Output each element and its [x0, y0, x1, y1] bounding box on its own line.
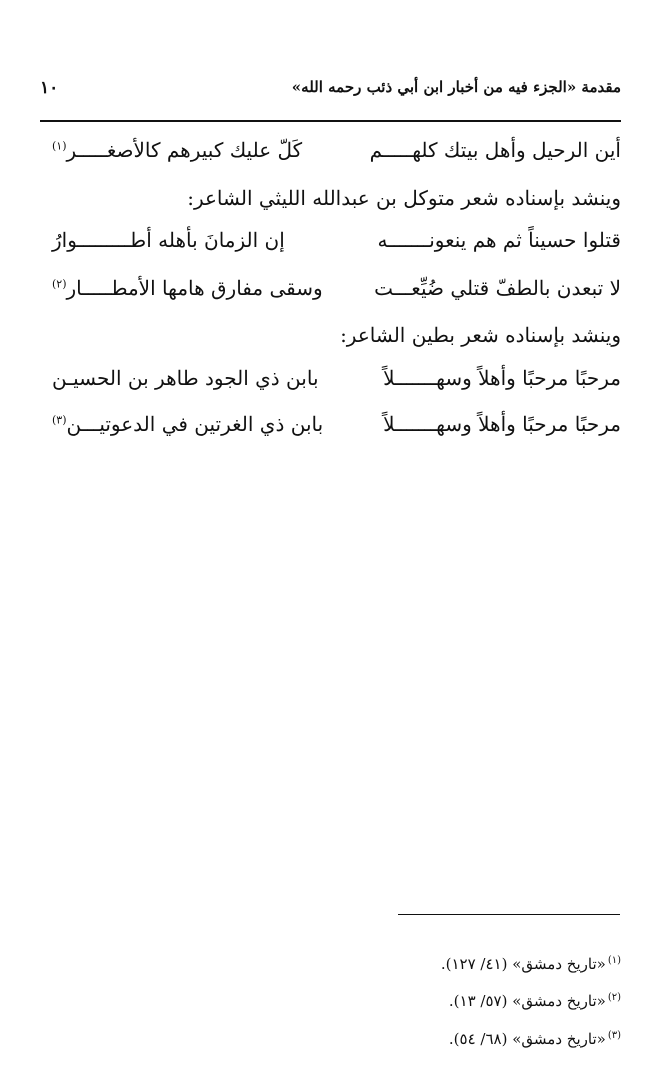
footnote-1: $^{(١)}$«تاريخ دمشق» (٤١/ ١٢٧). — [440, 955, 621, 973]
poem-line-2 — [40, 228, 621, 262]
first-hemistich: لا تبعدن بالطفّ قتلي ضُيِّعـــت — [374, 276, 621, 300]
poem-line-1 — [40, 138, 621, 172]
header-rule — [40, 120, 621, 122]
running-title: مقدمة «الجزء فيه من أخبار ابن أبي ذئب رحمه الله» — [291, 78, 621, 96]
intro-paragraph-2: وينشد بإسناده شعر متوكل بن عبدالله الليثي الشاعر: — [187, 186, 621, 210]
second-hemistich: إن الزمانَ بأهله أطـــــــــوارُ — [52, 228, 285, 252]
page-header — [40, 78, 621, 106]
page-number: ١٠ — [40, 78, 59, 98]
second-hemistich: كَلّ عليك كبيرهم كالأصغـــــر$^{(١)}$ — [52, 138, 303, 162]
footnote-separator — [398, 914, 620, 915]
footnote-3: $^{(٣)}$«تاريخ دمشق» (٦٨/ ٥٤). — [448, 1030, 621, 1048]
first-hemistich: مرحبًا مرحبًا وأهلاً وسهـــــــلاً — [383, 366, 621, 390]
first-hemistich: مرحبًا مرحبًا وأهلاً وسهـــــــلاً — [383, 412, 621, 436]
footnote-ref-2: (٢) — [52, 277, 67, 291]
poem-line-5 — [40, 412, 621, 446]
second-hemistich: وسقى مفارق هامها الأمطـــــار$^{(٢)}$ — [52, 276, 323, 300]
footnote-2: $^{(٢)}$«تاريخ دمشق» (٥٧/ ١٣). — [448, 992, 621, 1010]
first-hemistich: أين الرحيل وأهل بيتك كلهـــــم — [369, 138, 621, 162]
first-hemistich: قتلوا حسيناً ثم هم ينعونـــــــه — [377, 228, 621, 252]
footnote-ref-1: (١) — [52, 139, 67, 153]
poem-line-4 — [40, 366, 621, 400]
intro-paragraph-3: وينشد بإسناده شعر بطين الشاعر: — [340, 323, 621, 347]
footnote-ref-3: (٣) — [52, 413, 67, 427]
poem-line-3 — [40, 276, 621, 310]
second-hemistich: بابن ذي الغرتين في الدعوتيـــن$^{(٣)}$ — [52, 412, 324, 436]
second-hemistich: بابن ذي الجود طاهر بن الحسيـن — [52, 366, 319, 390]
